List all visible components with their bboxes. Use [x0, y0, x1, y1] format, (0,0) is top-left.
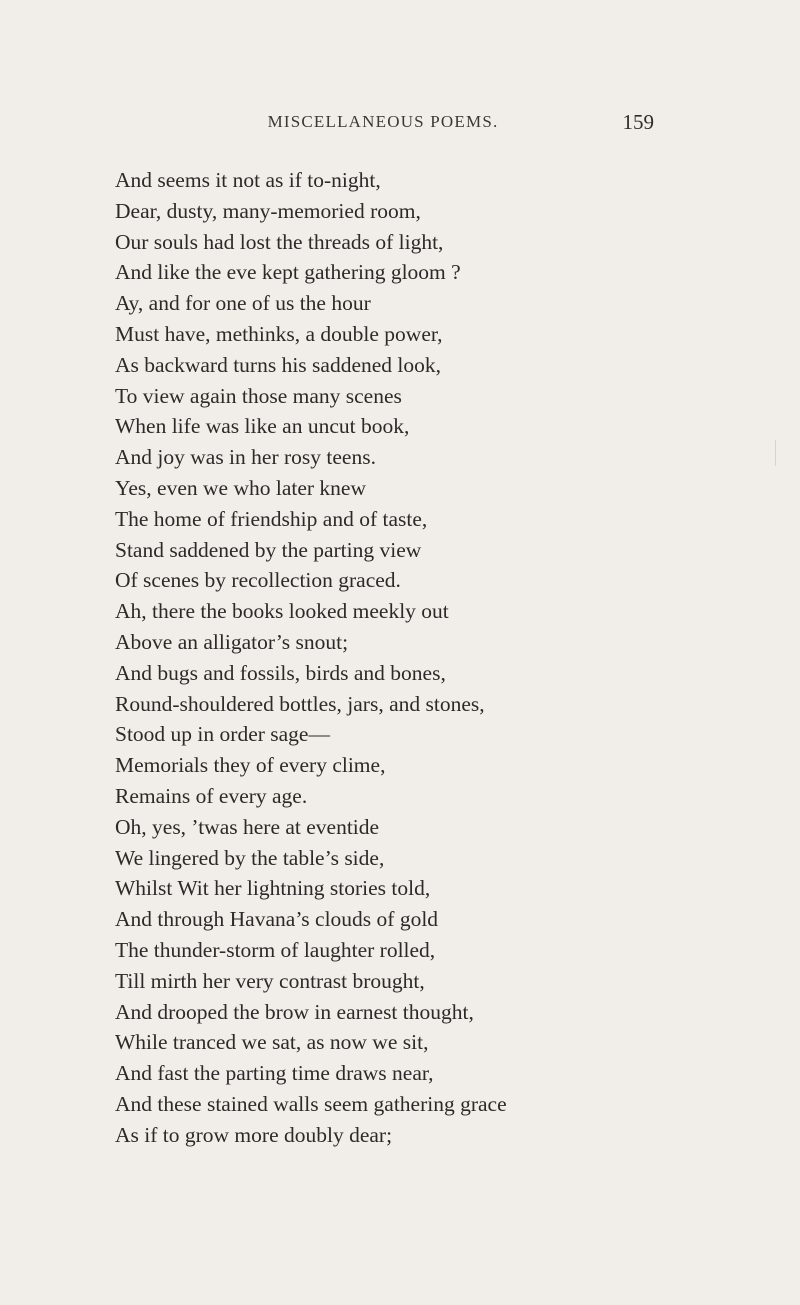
- poem-line: When life was like an uncut book,: [115, 414, 410, 439]
- poem-line: Of scenes by recollection graced.: [115, 568, 401, 593]
- poem-line: Our souls had lost the threads of light,: [115, 229, 444, 254]
- poem-line: Whilst Wit her lightning stories told,: [115, 876, 431, 901]
- poem-line: To view again those many scenes: [115, 383, 402, 408]
- poem-line: Above an alligator’s snout;: [115, 629, 349, 654]
- poem-line: Stand saddened by the parting view: [115, 537, 422, 562]
- poem-line: Must have, methinks, a double power,: [115, 321, 443, 346]
- poem-line: And these stained walls seem gathering grace: [115, 1091, 507, 1116]
- running-title: MISCELLANEOUS POEMS.: [267, 112, 499, 131]
- poem-line: And bugs and fossils, birds and bones,: [115, 660, 446, 685]
- poem-line: Ah, there the books looked meekly out: [115, 599, 449, 624]
- poem-line: And like the eve kept gathering gloom ?: [115, 260, 461, 285]
- running-head: [112, 112, 654, 138]
- poem-line: Till mirth her very contrast brought,: [115, 968, 425, 993]
- poem-line: Stood up in order sage—: [115, 722, 330, 747]
- poem-line: Remains of every age.: [115, 783, 308, 808]
- poem-line: While tranced we sat, as now we sit,: [115, 1030, 429, 1055]
- poem-line: Round-shouldered bottles, jars, and stones,: [115, 691, 485, 716]
- poem-line: Oh, yes, ’twas here at eventide: [115, 814, 380, 839]
- poem-line: And fast the parting time draws near,: [115, 1061, 434, 1086]
- poem-text: [115, 165, 675, 1151]
- poem-line: And through Havana’s clouds of gold: [115, 907, 439, 932]
- poem-line: We lingered by the table’s side,: [115, 845, 385, 870]
- poem-line: Memorials they of every clime,: [115, 753, 386, 778]
- poem-line: Ay, and for one of us the hour: [115, 291, 371, 316]
- poem-line: The home of friendship and of taste,: [115, 506, 428, 531]
- poem-line: Yes, even we who later knew: [115, 475, 366, 500]
- poem-line: And joy was in her rosy teens.: [115, 445, 376, 470]
- poem-line: Dear, dusty, many-memoried room,: [115, 198, 421, 223]
- poem-line: And seems it not as if to-night,: [115, 168, 381, 192]
- poem-line: And drooped the brow in earnest thought,: [115, 999, 474, 1024]
- paper-mark: [775, 440, 776, 466]
- poem-line: The thunder-storm of laughter rolled,: [115, 937, 436, 962]
- page-number: 159: [622, 110, 654, 134]
- poem-line: As backward turns his saddened look,: [115, 352, 442, 377]
- poem-line: As if to grow more doubly dear;: [115, 1122, 393, 1147]
